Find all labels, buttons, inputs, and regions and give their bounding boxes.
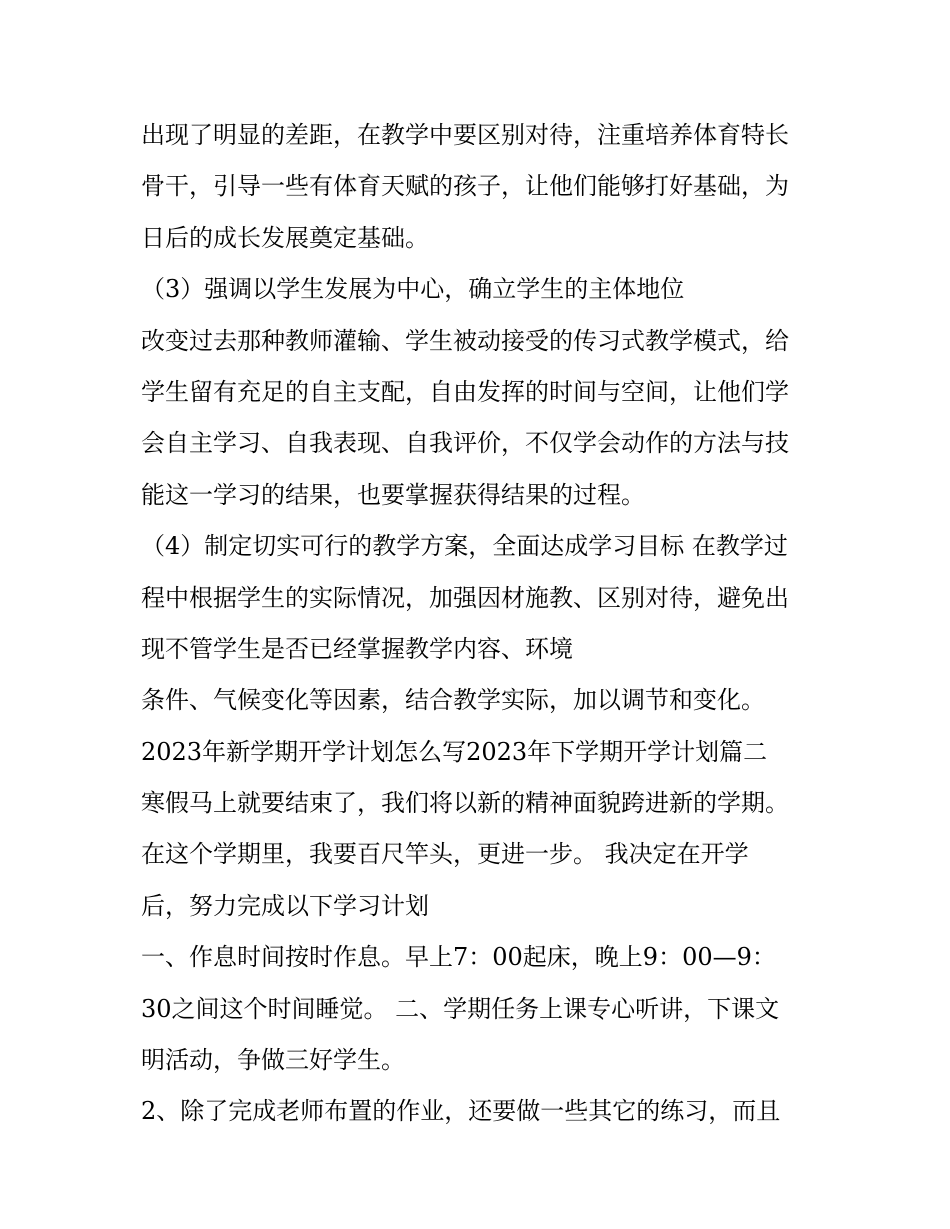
text-line: 2、除了完成老师布置的作业，还要做一些其它的练习，而且 [141,1097,781,1126]
text-line: 后，努力完成以下学习计划 [141,891,429,920]
text-line: 现不管学生是否已经掌握教学内容、环境 [141,634,573,663]
text-line: 在这个学期里，我要百尺竿头，更进一步。 我决定在开学 [141,840,749,869]
text-line: 一、作息时间按时作息。早上7：00起床，晚上9：00—9： [141,943,776,972]
text-line: 明活动，争做三好学生。 [141,1046,405,1075]
text-line: 日后的成长发展奠定基础。 [141,223,429,252]
text-line: 出现了明显的差距，在教学中要区别对待，注重培养体育特长 [141,121,789,149]
text-line: 会自主学习、自我表现、自我评价，不仅学会动作的方法与技 [141,429,789,458]
section-heading: （4）制定切实可行的教学方案，全面达成学习目标 在教学过 [141,532,788,561]
text-line: 寒假马上就要结束了，我们将以新的精神面貌跨进新的学期。 [141,789,789,818]
text-line: 改变过去那种教师灌输、学生被动接受的传习式教学模式，给 [141,326,789,355]
text-line: 30之间这个时间睡觉。 二、学期任务上课专心听讲，下课文 [141,994,780,1023]
document-body [141,110,821,1138]
section-heading: （3）强调以学生发展为中心，确立学生的主体地位 [141,275,685,304]
article-title: 2023年新学期开学计划怎么写2023年下学期开学计划篇二 [141,737,768,766]
text-line: 条件、气候变化等因素，结合教学实际，加以调节和变化。 [141,686,765,715]
text-line: 程中根据学生的实际情况，加强因材施教、区别对待，避免出 [141,583,789,612]
text-line: 学生留有充足的自主支配，自由发挥的时间与空间，让他们学 [141,377,789,406]
text-line: 骨干，引导一些有体育天赋的孩子，让他们能够打好基础，为 [141,172,789,201]
text-line: 能这一学习的结果，也要掌握获得结果的过程。 [141,480,645,509]
